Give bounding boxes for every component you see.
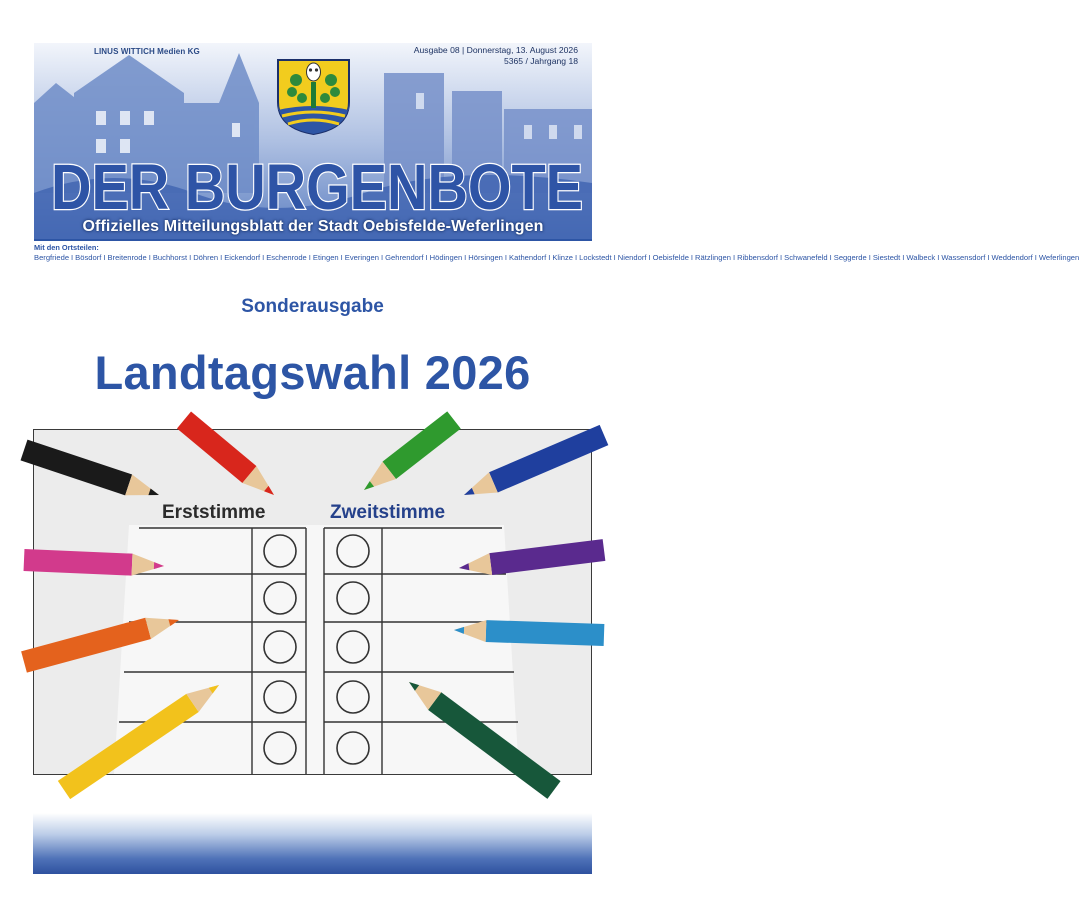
district-item: Klinze [552, 253, 574, 262]
district-item: Rätzlingen [695, 253, 731, 262]
publisher-name: LINUS WITTICH Medien KG [94, 47, 200, 56]
pencil [24, 560, 132, 565]
ballot-illustration [34, 430, 591, 774]
special-edition-label: Sonderausgabe [241, 296, 384, 317]
district-item: Hörsingen [468, 253, 503, 262]
district-item: Buchhorst [152, 253, 188, 262]
district-separator: I [987, 253, 990, 262]
district-separator: I [71, 253, 74, 262]
district-separator: I [868, 253, 871, 262]
issue-date: Ausgabe 08 | Donnerstag, 13. August 2026 [413, 45, 578, 55]
masthead [34, 43, 592, 240]
district-item: Lockstedt [579, 253, 612, 262]
district-item: Niendorf [617, 253, 647, 262]
district-separator: I [425, 253, 428, 262]
issue-number: 5365 / Jahrgang 18 [503, 56, 578, 66]
district-item: Seggerde [833, 253, 867, 262]
district-separator: I [380, 253, 384, 262]
district-separator: I [937, 253, 940, 262]
district-item: Gehrendorf [385, 253, 424, 262]
district-separator: I [308, 253, 311, 262]
districts-list [34, 253, 1079, 264]
district-separator: I [340, 253, 343, 262]
district-item: Etingen [312, 253, 339, 262]
district-item: Bösdorf [75, 253, 102, 262]
newspaper-subtitle: Offizielles Mitteilungsblatt der Stadt Oebisfelde-Weferlingen [82, 218, 544, 235]
newspaper-title [47, 151, 587, 221]
district-separator: I [262, 253, 265, 262]
district-item: Hödingen [429, 253, 463, 262]
footer-gradient-bar [33, 813, 592, 874]
district-separator: I [780, 253, 783, 262]
pencil [486, 631, 604, 635]
title-text: DER BURGENBOTE [51, 151, 583, 223]
ballot-photo [33, 429, 592, 775]
district-separator: I [504, 253, 508, 262]
district-separator: I [829, 253, 832, 262]
district-separator: I [220, 253, 223, 262]
pencil [491, 550, 604, 564]
district-item: Breitenrode [107, 253, 147, 262]
first-vote-label: Erststimme [162, 502, 266, 523]
district-separator: I [548, 253, 551, 262]
headline: Landtagswahl 2026 [94, 346, 531, 399]
district-item: Ribbensdorf [737, 253, 779, 262]
district-separator: I [148, 253, 151, 262]
coat-of-arms-icon [276, 58, 351, 136]
district-item: Weferlingen [1038, 253, 1079, 262]
district-separator: I [464, 253, 467, 262]
district-separator: I [648, 253, 651, 262]
district-item: Everingen [344, 253, 379, 262]
district-separator: I [103, 253, 106, 262]
district-separator: I [575, 253, 578, 262]
district-item: Kathendorf [509, 253, 547, 262]
district-item: Walbeck [906, 253, 936, 262]
district-separator: I [732, 253, 736, 262]
district-item: Bergfriede [34, 253, 70, 262]
district-separator: I [613, 253, 616, 262]
district-item: Weddendorf [991, 253, 1033, 262]
issue-info [414, 45, 578, 67]
district-separator: I [189, 253, 192, 262]
district-item: Wassensdorf [941, 253, 986, 262]
districts-heading: Mit den Ortsteilen: [34, 243, 99, 252]
district-separator: I [902, 253, 905, 262]
header-rule [34, 239, 592, 241]
district-separator: I [1034, 253, 1037, 262]
district-separator: I [690, 253, 694, 262]
district-item: Eickendorf [224, 253, 261, 262]
district-item: Eschenrode [266, 253, 307, 262]
district-item: Siestedt [872, 253, 901, 262]
district-item: Döhren [193, 253, 219, 262]
second-vote-label: Zweitstimme [330, 502, 446, 523]
district-item: Schwanefeld [784, 253, 828, 262]
district-item: Oebisfelde [652, 253, 689, 262]
